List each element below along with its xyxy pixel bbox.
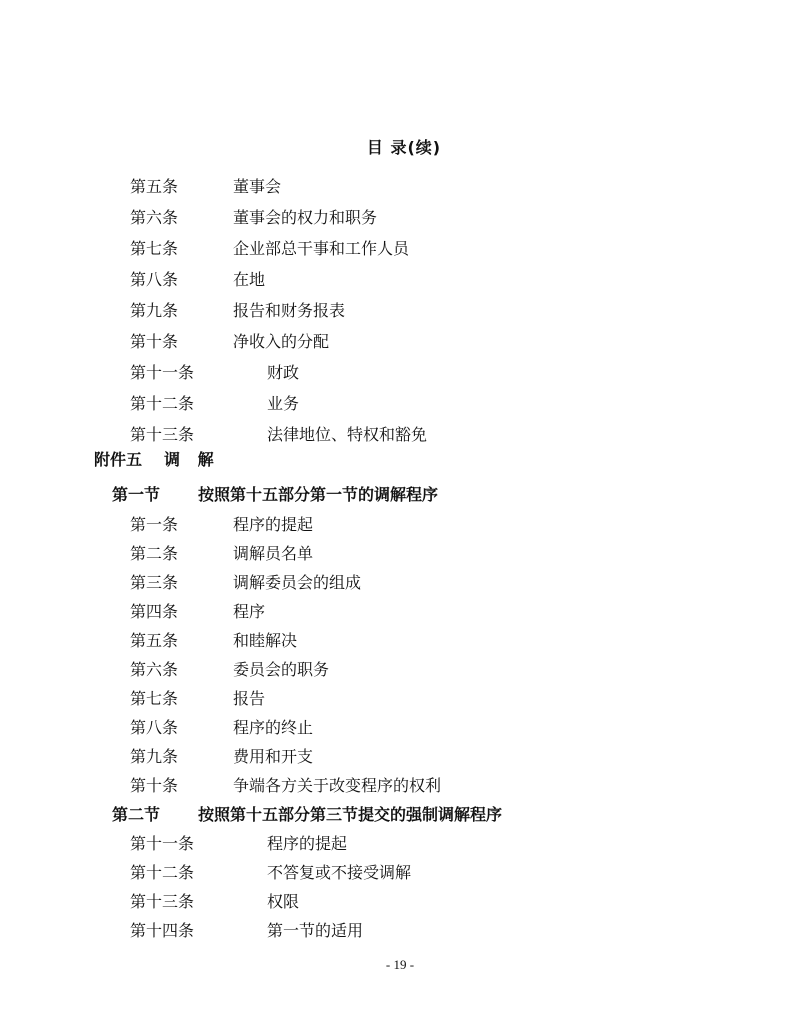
article-title: 董事会 [233,177,282,196]
article-title: 程序的提起 [233,515,314,534]
article-number: 第九条 [130,747,179,766]
section-title: 按照第十五部分第一节的调解程序 [198,485,439,504]
article-number: 第十三条 [130,892,195,911]
article-number: 第一条 [130,515,179,534]
article-title: 第一节的适用 [267,921,364,940]
article-number: 第九条 [130,301,179,320]
section-label: 第一节 [112,485,161,504]
article-number: 第十二条 [130,863,195,882]
article-number: 第三条 [130,573,179,592]
article-title: 程序的终止 [233,718,314,737]
article-title: 委员会的职务 [233,660,330,679]
article-number: 第十一条 [130,834,195,853]
article-title: 报告和财务报表 [233,301,346,320]
article-title: 财政 [267,363,300,382]
article-title: 净收入的分配 [233,332,330,351]
page-number: - 19 - [385,957,415,972]
article-number: 第八条 [130,718,179,737]
annex-label: 附件五 [94,450,143,469]
article-number: 第四条 [130,602,179,621]
article-title: 不答复或不接受调解 [267,863,412,882]
article-number: 第十二条 [130,394,195,413]
article-number: 第十条 [130,776,179,795]
article-number: 第十四条 [130,921,195,940]
article-number: 第二条 [130,544,179,563]
article-number: 第七条 [130,239,179,258]
annex-title: 调 解 [164,450,220,469]
article-title: 程序 [233,602,266,621]
article-title: 业务 [267,394,300,413]
article-title: 调解员名单 [233,544,314,563]
article-number: 第五条 [130,177,179,196]
article-number: 第五条 [130,631,179,650]
article-title: 报告 [233,689,266,708]
article-title: 程序的提起 [267,834,348,853]
article-title: 调解委员会的组成 [233,573,362,592]
article-title: 权限 [267,892,300,911]
page-title: 目 录(续) [366,138,442,157]
article-title: 董事会的权力和职务 [233,208,378,227]
article-title: 在地 [233,270,266,289]
article-number: 第十条 [130,332,179,351]
article-number: 第七条 [130,689,179,708]
article-number: 第十三条 [130,425,195,444]
article-title: 法律地位、特权和豁免 [267,425,428,444]
article-number: 第十一条 [130,363,195,382]
article-title: 和睦解决 [233,631,298,650]
article-title: 争端各方关于改变程序的权利 [233,776,442,795]
article-title: 费用和开支 [233,747,314,766]
section-label: 第二节 [112,805,161,824]
article-number: 第八条 [130,270,179,289]
article-number: 第六条 [130,660,179,679]
section-title: 按照第十五部分第三节提交的强制调解程序 [198,805,503,824]
article-number: 第六条 [130,208,179,227]
article-title: 企业部总干事和工作人员 [233,239,410,258]
